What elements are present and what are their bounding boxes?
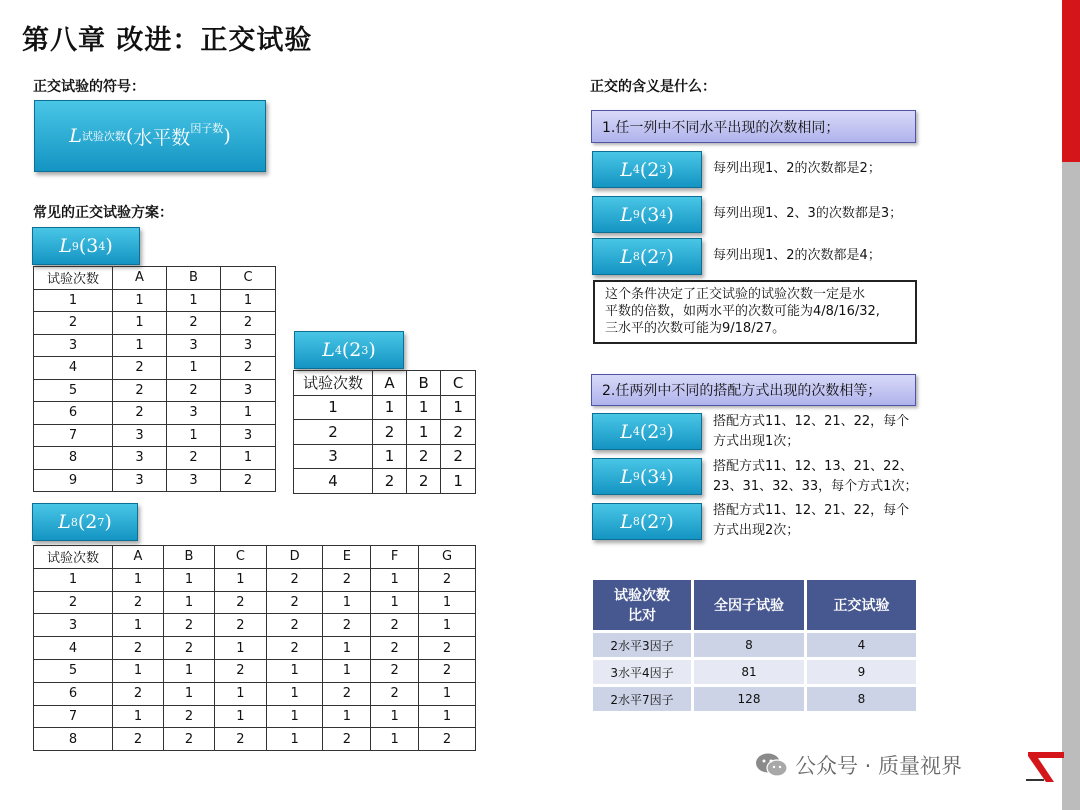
badge-inner: 2: [647, 420, 660, 443]
cmp-cell: 9: [807, 660, 916, 684]
symbol-box: [34, 100, 266, 172]
table-cell: 2: [371, 614, 419, 637]
badge-inner: 2: [349, 339, 362, 361]
desc-line: 搭配方式11、12、21、22，每个: [713, 503, 910, 518]
table-cell: 7: [34, 705, 113, 728]
table-cell: 1: [407, 395, 441, 420]
table-cell: 2: [373, 420, 407, 445]
table-cell: 1: [323, 637, 371, 660]
table-cell: 3: [166, 402, 220, 425]
table-cell: 1: [34, 289, 113, 312]
badge-paren: (: [639, 203, 648, 226]
table-cell: 1: [163, 682, 214, 705]
table-cell: 2: [221, 312, 276, 335]
badge-paren: (: [78, 235, 87, 257]
table-cell: 1: [373, 444, 407, 469]
desc-line: 搭配方式11、12、13、21、22、: [713, 459, 913, 474]
badge-base: L: [58, 511, 71, 533]
table-cell: 1: [418, 591, 475, 614]
table-cell: 2: [266, 591, 323, 614]
meaning-label: 正交的含义是什么：: [590, 79, 716, 95]
table-cell: 2: [266, 568, 323, 591]
table-cell: 3: [221, 379, 276, 402]
accent-bar-gray: [1062, 162, 1080, 810]
table-row: [34, 289, 276, 312]
table-cell: 8: [34, 728, 113, 751]
column-header: C: [441, 371, 476, 396]
table-cell: 3: [34, 614, 113, 637]
badge-paren: (: [639, 245, 648, 268]
table-cell: 1: [163, 568, 214, 591]
table-row: [34, 637, 476, 660]
accent-bar-red: [1062, 0, 1080, 162]
p2-badge-l4: [592, 413, 702, 450]
table-row: [294, 469, 476, 494]
table-header-row: [294, 371, 476, 396]
table-cell: 2: [371, 659, 419, 682]
badge-sub: 8: [632, 250, 640, 263]
badge-paren: ): [666, 420, 674, 443]
table-l4: [293, 370, 476, 494]
table-cell: 1: [113, 334, 167, 357]
table-cell: 1: [113, 614, 164, 637]
point1-box: 1.任一列中不同水平出现的次数相同；: [591, 110, 916, 143]
badge-sub: 9: [632, 470, 640, 483]
table-row: [34, 705, 476, 728]
table-cell: 3: [221, 424, 276, 447]
table-cell: 3: [294, 444, 373, 469]
desc-line: 方式出现2次；: [713, 523, 800, 538]
cmp-cell: 2水平7因子: [593, 687, 691, 711]
table-cell: 1: [214, 637, 266, 660]
symbol-inner: 水平数: [133, 126, 191, 149]
badge-l8: [32, 503, 138, 541]
table-row: [34, 614, 476, 637]
table-cell: 2: [113, 357, 167, 380]
p2-badge-l8: [592, 503, 702, 540]
cmp-header-1: 全因子试验: [694, 580, 804, 630]
table-cell: 2: [113, 637, 164, 660]
badge-paren: ): [666, 158, 674, 181]
badge-l9: [32, 227, 140, 265]
table-row: [34, 682, 476, 705]
table-cell: 2: [163, 637, 214, 660]
table-cell: 1: [441, 395, 476, 420]
table-cell: 2: [221, 357, 276, 380]
badge-paren: ): [666, 203, 674, 226]
table-cell: 1: [371, 568, 419, 591]
table-cell: 1: [323, 705, 371, 728]
table-row: [294, 444, 476, 469]
table-cell: 1: [266, 705, 323, 728]
badge-sub: 4: [334, 343, 342, 357]
table-cell: 2: [34, 591, 113, 614]
p1-badge-l4: [592, 151, 702, 188]
table-cell: 1: [371, 728, 419, 751]
table-cell: 5: [34, 379, 113, 402]
badge-base: L: [59, 235, 72, 257]
table-cell: 2: [214, 614, 266, 637]
column-header: E: [323, 546, 371, 569]
symbol-sup: 因子数: [190, 122, 224, 135]
table-cell: 1: [166, 289, 220, 312]
table-cell: 2: [373, 469, 407, 494]
badge-sub: 4: [632, 425, 640, 438]
table-cell: 2: [113, 591, 164, 614]
desc-line: 23、31、32、33，每个方式1次；: [713, 479, 918, 494]
table-cell: 2: [418, 728, 475, 751]
badge-sup: 7: [659, 250, 667, 263]
cmp-cell: 2水平3因子: [593, 633, 691, 657]
table-cell: 3: [113, 424, 167, 447]
note-line: 平数的倍数，如两水平的次数可能为4/8/16/32,: [605, 304, 880, 319]
column-header: A: [113, 267, 167, 290]
table-cell: 1: [214, 705, 266, 728]
badge-inner: 3: [647, 465, 660, 488]
table-cell: 2: [323, 728, 371, 751]
badge-base: L: [620, 158, 633, 181]
p1-desc-3: 每列出现1、2的次数都是4；: [713, 248, 881, 263]
badge-sup: 4: [98, 239, 106, 253]
table-cell: 1: [373, 395, 407, 420]
table-cell: 1: [266, 728, 323, 751]
table-cell: 4: [294, 469, 373, 494]
table-cell: 1: [418, 705, 475, 728]
p2-badge-l9: [592, 458, 702, 495]
p2-desc-1: [713, 412, 909, 452]
table-cell: 1: [221, 447, 276, 470]
cmp-cell: 4: [807, 633, 916, 657]
table-cell: 1: [166, 424, 220, 447]
column-header: 试验次数: [34, 267, 113, 290]
table-cell: 6: [34, 682, 113, 705]
cmp-header-0: [593, 580, 691, 630]
column-header: D: [266, 546, 323, 569]
table-row: [34, 728, 476, 751]
cmp-cell: 8: [807, 687, 916, 711]
column-header: C: [221, 267, 276, 290]
table-cell: 2: [163, 728, 214, 751]
table-row: [34, 379, 276, 402]
table-cell: 2: [214, 728, 266, 751]
table-row: [294, 395, 476, 420]
badge-paren: (: [639, 465, 648, 488]
table-cell: 2: [418, 637, 475, 660]
table-cell: 1: [371, 591, 419, 614]
table-cell: 4: [34, 357, 113, 380]
table-cell: 2: [113, 402, 167, 425]
table-cell: 7: [34, 424, 113, 447]
badge-paren: ): [666, 245, 674, 268]
table-cell: 1: [113, 312, 167, 335]
table-cell: 1: [166, 357, 220, 380]
table-row: [34, 568, 476, 591]
table-row: [34, 659, 476, 682]
table-cell: 1: [418, 614, 475, 637]
cmp-header-2: 正交试验: [807, 580, 916, 630]
badge-paren: ): [104, 511, 112, 533]
badge-sub: 4: [632, 163, 640, 176]
column-header: C: [214, 546, 266, 569]
badge-sub: 8: [70, 515, 78, 529]
plans-label: 常见的正交试验方案：: [33, 205, 173, 221]
badge-base: L: [620, 465, 633, 488]
table-cell: 1: [323, 659, 371, 682]
badge-inner: 2: [647, 158, 660, 181]
column-header: G: [418, 546, 475, 569]
badge-paren: (: [341, 339, 350, 361]
table-cell: 1: [113, 289, 167, 312]
table-row: [34, 469, 276, 492]
table-cell: 2: [323, 682, 371, 705]
badge-inner: 3: [647, 203, 660, 226]
badge-l4: [294, 331, 404, 369]
table-row: [34, 357, 276, 380]
badge-paren: (: [77, 511, 86, 533]
table-cell: 3: [113, 469, 167, 492]
table-cell: 4: [34, 637, 113, 660]
column-header: F: [371, 546, 419, 569]
table-row: [34, 312, 276, 335]
table-row: [34, 334, 276, 357]
table-cell: 2: [34, 312, 113, 335]
table-cell: 3: [113, 447, 167, 470]
table-cell: 3: [221, 334, 276, 357]
badge-inner: 2: [647, 510, 660, 533]
watermark: [755, 750, 962, 780]
table-cell: 1: [371, 705, 419, 728]
table-row: [593, 660, 916, 684]
table-cell: 1: [163, 659, 214, 682]
table-cell: 1: [214, 568, 266, 591]
badge-paren: ): [105, 235, 113, 257]
page-title: 第八章 改进：正交试验: [22, 25, 313, 56]
table-cell: 2: [163, 614, 214, 637]
badge-base: L: [620, 420, 633, 443]
table-cell: 1: [266, 659, 323, 682]
p1-desc-2: 每列出现1、2、3的次数都是3；: [713, 206, 903, 221]
symbol-paren-close: ): [223, 125, 231, 147]
badge-base: L: [322, 339, 335, 361]
table-cell: 1: [294, 395, 373, 420]
table-cell: 3: [166, 469, 220, 492]
p1-badge-l8: [592, 238, 702, 275]
table-cell: 2: [166, 447, 220, 470]
badge-inner: 2: [647, 245, 660, 268]
badge-sub: 9: [632, 208, 640, 221]
table-row: [34, 424, 276, 447]
table-cell: 2: [113, 379, 167, 402]
table-l9: [33, 266, 276, 492]
badge-inner: 3: [86, 235, 99, 257]
badge-base: L: [620, 510, 633, 533]
p2-desc-2: [713, 457, 917, 497]
table-cell: 1: [113, 568, 164, 591]
note-box: [593, 280, 917, 344]
cmp-header-line: 试验次数: [614, 588, 670, 604]
table-cell: 2: [371, 637, 419, 660]
table-cell: 1: [407, 420, 441, 445]
badge-sup: 7: [659, 515, 667, 528]
cmp-cell: 128: [694, 687, 804, 711]
column-header: A: [373, 371, 407, 396]
table-cell: 2: [407, 469, 441, 494]
cmp-cell: 3水平4因子: [593, 660, 691, 684]
desc-line: 搭配方式11、12、21、22，每个: [713, 414, 910, 429]
badge-inner: 2: [85, 511, 98, 533]
badge-sup: 3: [659, 425, 667, 438]
table-cell: 1: [163, 591, 214, 614]
badge-sub: 9: [71, 239, 79, 253]
wechat-icon: [755, 752, 789, 778]
table-cell: 2: [407, 444, 441, 469]
table-cell: 1: [266, 682, 323, 705]
column-header: 试验次数: [294, 371, 373, 396]
table-header-row: [34, 267, 276, 290]
comparison-table: [590, 577, 919, 714]
table-cell: 5: [34, 659, 113, 682]
table-cell: 1: [323, 591, 371, 614]
table-row: [593, 633, 916, 657]
table-cell: 1: [214, 682, 266, 705]
note-line: 这个条件决定了正交试验的试验次数一定是水: [605, 287, 866, 302]
table-cell: 2: [323, 568, 371, 591]
table-row: [294, 420, 476, 445]
table-row: [34, 402, 276, 425]
table-cell: 1: [221, 402, 276, 425]
symbol-sub: 试验次数: [81, 130, 126, 143]
p1-desc-1: 每列出现1、2的次数都是2；: [713, 161, 881, 176]
column-header: B: [166, 267, 220, 290]
table-cell: 9: [34, 469, 113, 492]
badge-sub: 8: [632, 515, 640, 528]
table-row: [34, 447, 276, 470]
table-cell: 3: [166, 334, 220, 357]
column-header: 试验次数: [34, 546, 113, 569]
cmp-header-line: 比对: [628, 608, 656, 624]
column-header: B: [163, 546, 214, 569]
badge-paren: (: [639, 510, 648, 533]
symbol-base: L: [69, 125, 82, 147]
cmp-cell: 81: [694, 660, 804, 684]
cmp-cell: 8: [694, 633, 804, 657]
table-cell: 1: [441, 469, 476, 494]
badge-paren: ): [368, 339, 376, 361]
table-cell: 2: [166, 379, 220, 402]
badge-base: L: [620, 245, 633, 268]
symbol-label: 正交试验的符号：: [33, 79, 145, 95]
column-header: A: [113, 546, 164, 569]
point2-box: 2.任两列中不同的搭配方式出现的次数相等；: [591, 374, 916, 406]
table-header-row: [34, 546, 476, 569]
badge-paren: (: [639, 158, 648, 181]
table-cell: 2: [166, 312, 220, 335]
table-cell: 6: [34, 402, 113, 425]
logo-mark: [1024, 746, 1070, 786]
table-cell: 2: [266, 637, 323, 660]
badge-sup: 7: [97, 515, 105, 529]
badge-base: L: [620, 203, 633, 226]
desc-line: 方式出现1次；: [713, 434, 800, 449]
symbol-paren-open: (: [125, 125, 134, 147]
badge-paren: (: [639, 420, 648, 443]
table-row: [593, 687, 916, 711]
table-cell: 2: [214, 591, 266, 614]
table-cell: 1: [418, 682, 475, 705]
table-cell: 2: [323, 614, 371, 637]
note-line: 三水平的次数可能为9/18/27。: [605, 321, 786, 336]
table-cell: 2: [418, 659, 475, 682]
table-l8: [33, 545, 476, 751]
table-cell: 2: [418, 568, 475, 591]
p2-desc-3: [713, 501, 909, 541]
table-cell: 3: [34, 334, 113, 357]
table-cell: 2: [266, 614, 323, 637]
table-cell: 1: [221, 289, 276, 312]
watermark-text: 公众号 · 质量视界: [795, 754, 963, 778]
badge-paren: ): [666, 465, 674, 488]
table-cell: 1: [34, 568, 113, 591]
p1-badge-l9: [592, 196, 702, 233]
table-cell: 8: [34, 447, 113, 470]
table-cell: 1: [113, 659, 164, 682]
badge-sup: 3: [361, 343, 369, 357]
table-cell: 2: [214, 659, 266, 682]
badge-sup: 3: [659, 163, 667, 176]
table-cell: 2: [221, 469, 276, 492]
table-cell: 2: [371, 682, 419, 705]
table-row: [34, 591, 476, 614]
badge-sup: 4: [659, 470, 667, 483]
table-cell: 1: [113, 705, 164, 728]
table-cell: 2: [441, 444, 476, 469]
table-cell: 2: [441, 420, 476, 445]
column-header: B: [407, 371, 441, 396]
badge-paren: ): [666, 510, 674, 533]
table-cell: 2: [113, 728, 164, 751]
table-cell: 2: [113, 682, 164, 705]
badge-sup: 4: [659, 208, 667, 221]
table-cell: 2: [294, 420, 373, 445]
table-cell: 2: [163, 705, 214, 728]
